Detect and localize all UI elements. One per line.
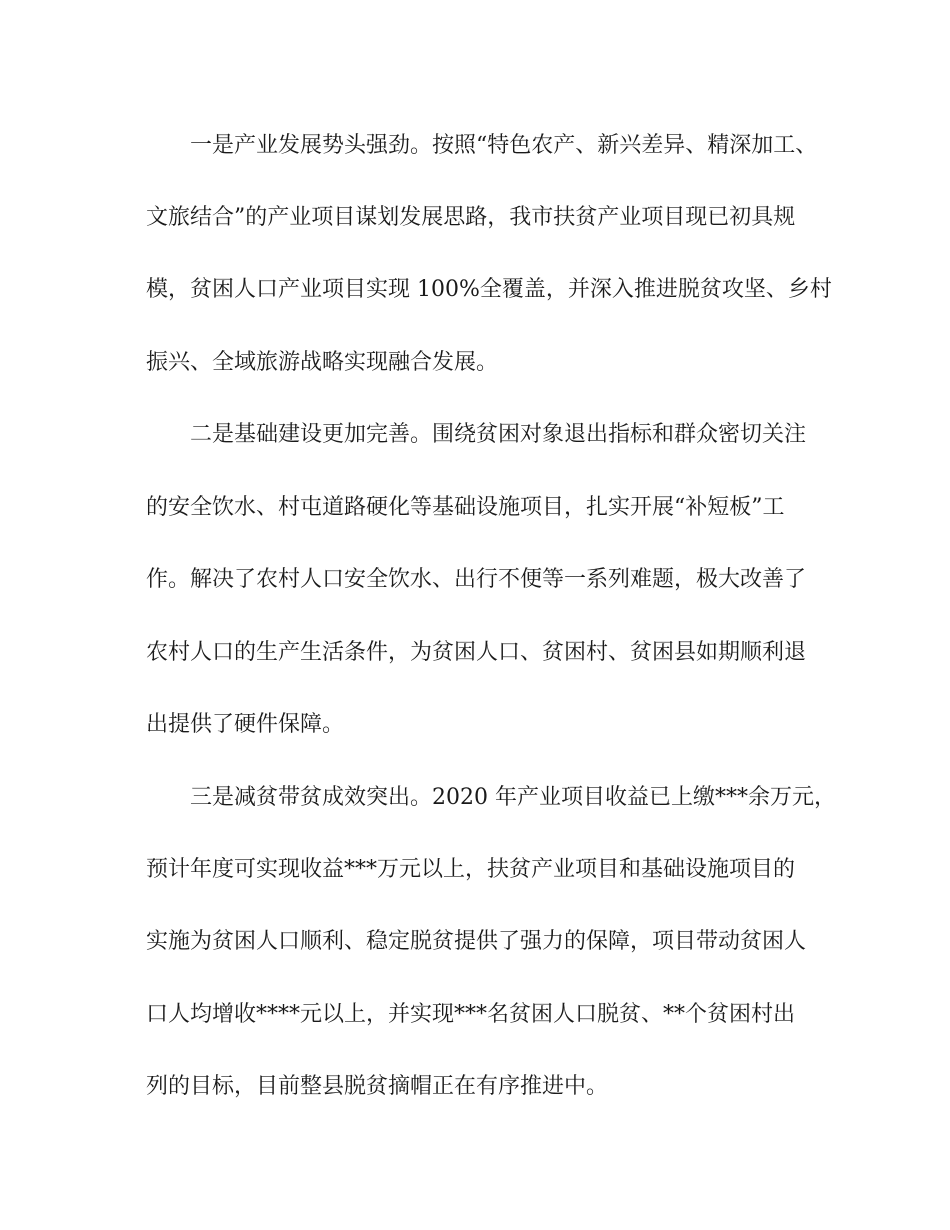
paragraph-1-line-2: 文旅结合”的产业项目谋划发展思路，我市扶贫产业项目现已初具规 (146, 205, 796, 230)
paragraph-1-line-4: 振兴、全域旅游战略实现融合发展。 (146, 350, 499, 375)
paragraph-3-line-2: 预计年度可实现收益***万元以上，扶贫产业项目和基础设施项目的 (146, 857, 796, 882)
paragraph-2-line-2: 的安全饮水、村屯道路硬化等基础设施项目，扎实开展“补短板”工 (146, 495, 785, 520)
paragraph-3-line-4: 口人均增收****元以上，并实现***名贫困人口脱贫、**个贫困村出 (146, 1002, 796, 1027)
paragraph-3-line-3: 实施为贫困人口顺利、稳定脱贫提供了强力的保障，项目带动贫困人 (146, 929, 807, 954)
paragraph-3-line-1: 三是减贫带贫成效突出。2020 年产业项目收益已上缴***余万元， (190, 785, 836, 810)
paragraph-1-line-1: 一是产业发展势头强劲。按照“特色农产、新兴差异、精深加工、 (190, 133, 818, 158)
paragraph-2-line-3: 作。解决了农村人口安全饮水、出行不便等一系列难题，极大改善了 (146, 567, 807, 592)
paragraph-2-line-4: 农村人口的生产生活条件，为贫困人口、贫困村、贫困县如期顺利退 (146, 640, 807, 665)
paragraph-2-line-5: 出提供了硬件保障。 (146, 712, 345, 737)
paragraph-3-line-5: 列的目标，目前整县脱贫摘帽正在有序推进中。 (146, 1074, 609, 1099)
paragraph-1-line-3: 模，贫困人口产业项目实现 100%全覆盖，并深入推进脱贫攻坚、乡村 (146, 277, 832, 302)
paragraph-2-line-1: 二是基础建设更加完善。围绕贫困对象退出指标和群众密切关注 (190, 422, 807, 447)
